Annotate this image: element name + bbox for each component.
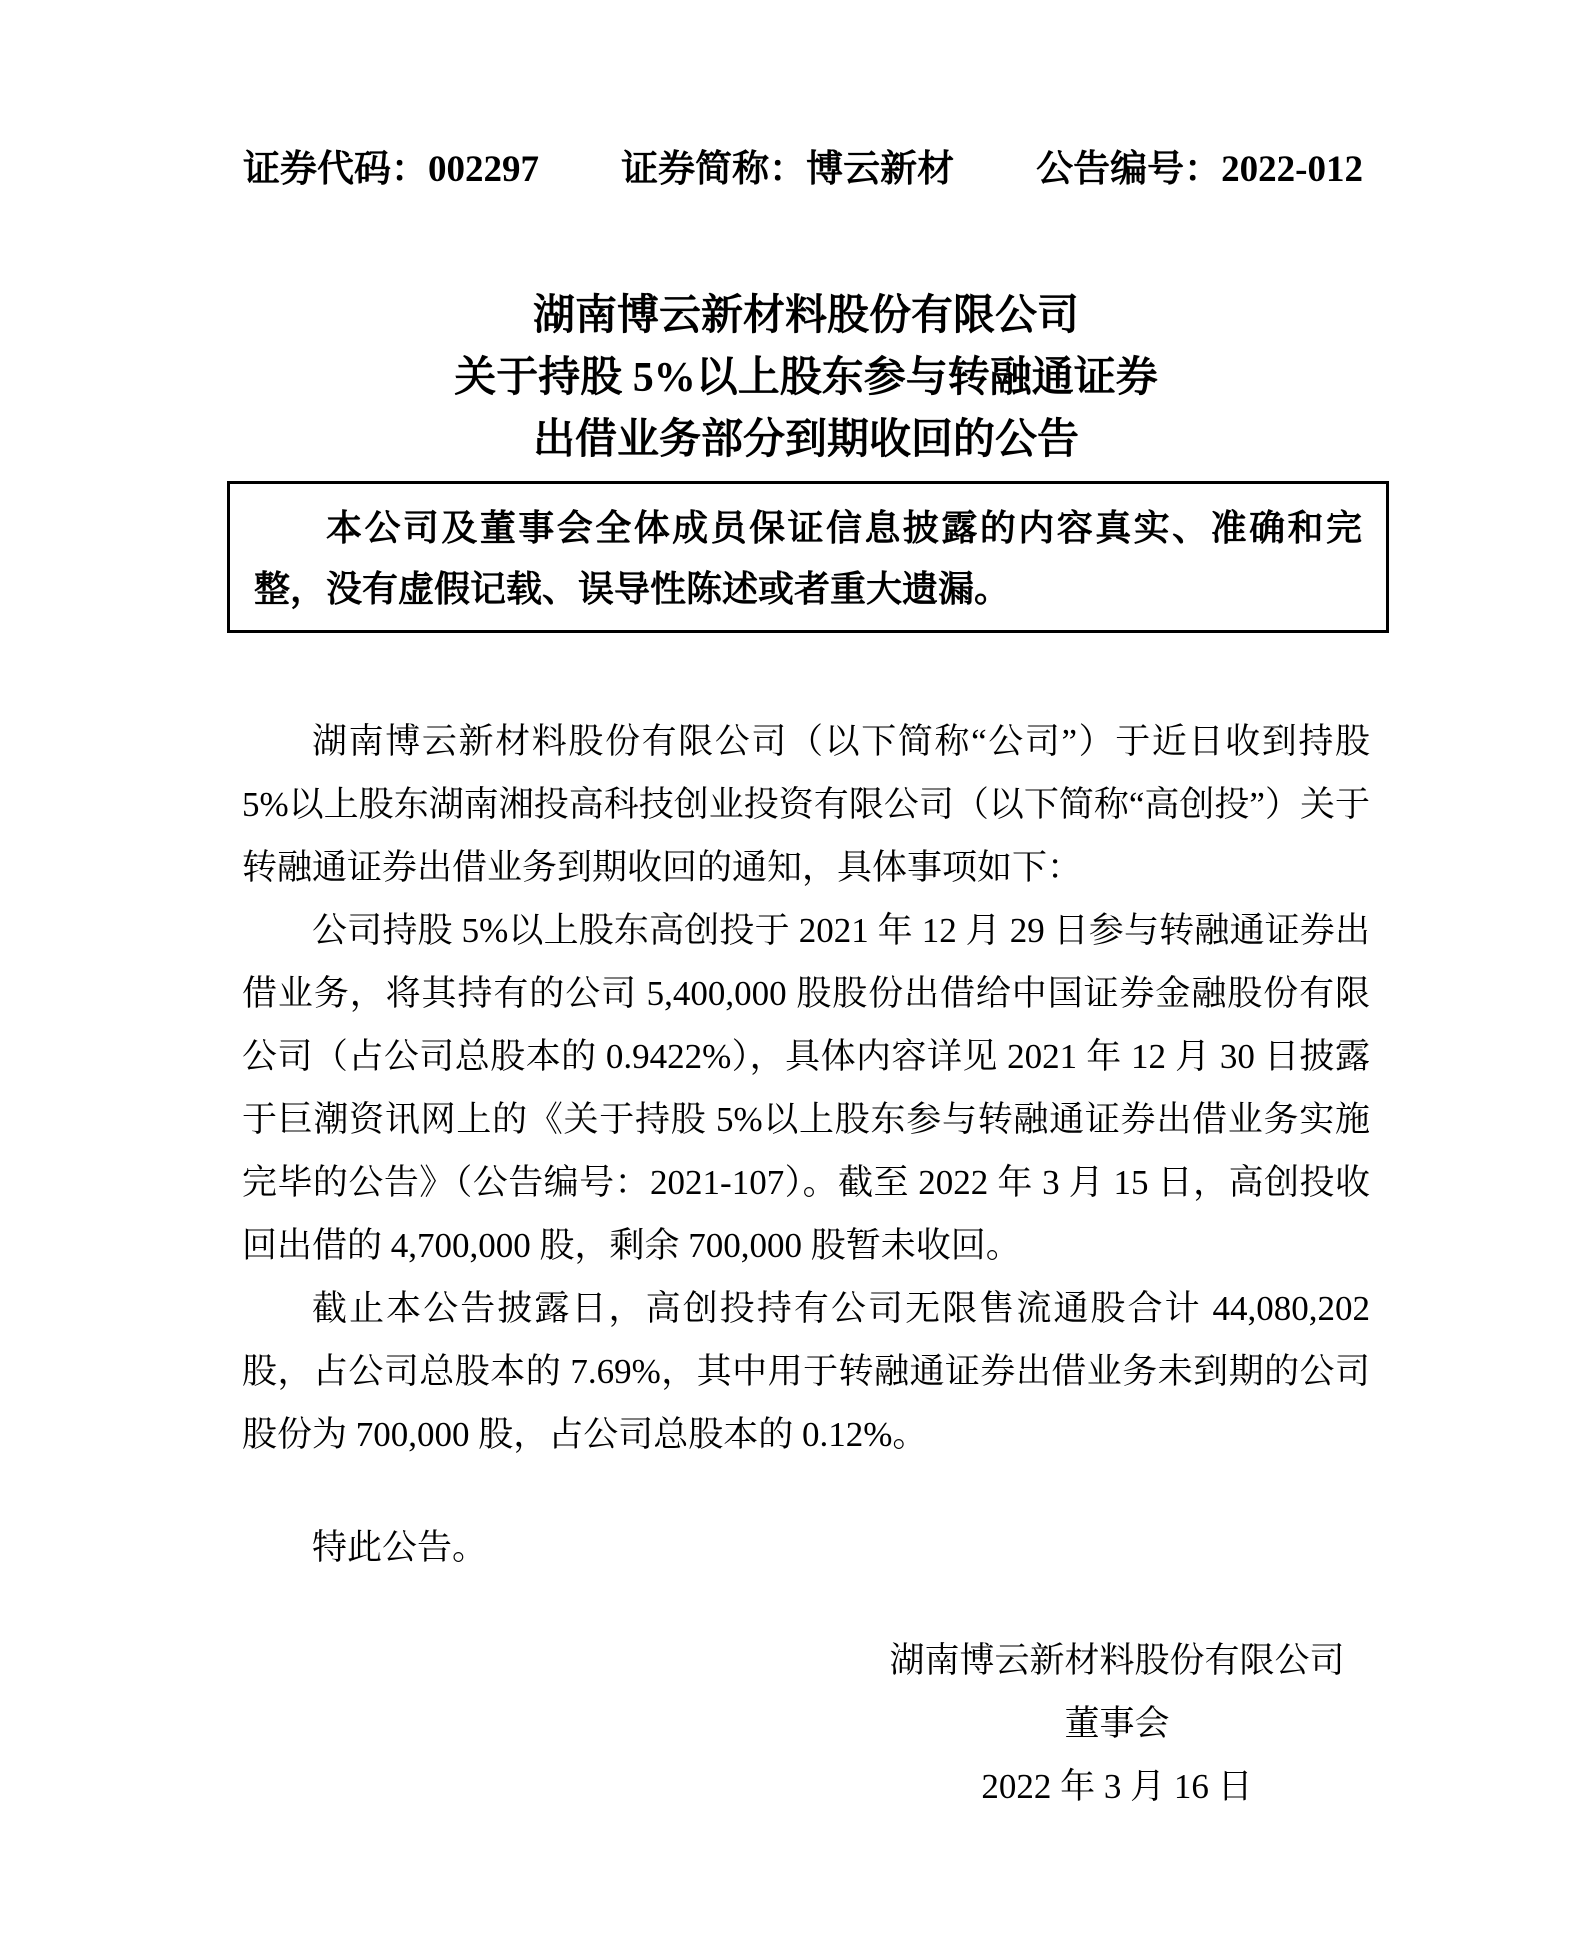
document-header: [243, 148, 1363, 192]
document-body: [242, 710, 1370, 1579]
stock-short-name: 证券简称：博云新材: [621, 149, 955, 190]
title-line-3: 出借业务部分到期收回的公告: [532, 417, 1079, 463]
title-line-2: 关于持股 5%以上股东参与转融通证券: [454, 355, 1158, 401]
body-paragraph-3: 截止本公告披露日，高创投持有公司无限售流通股合计 44,080,202 股，占公司总股本的 7.69%，其中用于转融通证券出借业务未到期的公司股份为 700,000 股，占公司总股本的 0.12%。: [242, 1289, 1370, 1454]
closing-statement: 特此公告。: [312, 1528, 488, 1567]
signature-date: 2022 年 3 月 16 日: [981, 1767, 1253, 1806]
announcement-number: 公告编号：2022-012: [1036, 149, 1363, 190]
signature-block: [882, 1629, 1352, 1818]
signature-signer: 董事会: [1064, 1704, 1170, 1743]
disclaimer-box: [227, 481, 1389, 633]
signature-company: 湖南博云新材料股份有限公司: [889, 1641, 1345, 1680]
title-line-1: 湖南博云新材料股份有限公司: [532, 293, 1079, 339]
body-paragraph-2: 公司持股 5%以上股东高创投于 2021 年 12 月 29 日参与转融通证券出借业务，将其持有的公司 5,400,000 股股份出借给中国证券金融股份有限公司（占公司总股本的 0.9422%），具体内容详见 2021 年 12 月 30 日披露于巨潮资讯网上的《关于持股 5%以上股东参与转融通证券出借业务实施完毕的公告》（公告编号：2021-107）。截至 2022 年 3 月 15 日，高创投收回出借的 4,700,000 股，剩余 700,000 股暂未收回。: [242, 911, 1370, 1265]
stock-code: 证券代码：002297: [243, 149, 539, 190]
document-title: [242, 285, 1370, 471]
body-paragraph-1: 湖南博云新材料股份有限公司（以下简称“公司”）于近日收到持股 5%以上股东湖南湘投高科技创业投资有限公司（以下简称“高创投”）关于转融通证券出借业务到期收回的通知，具体事项如下：: [242, 722, 1370, 887]
disclaimer-text: 本公司及董事会全体成员保证信息披露的内容真实、准确和完整，没有虚假记载、误导性陈述或者重大遗漏。: [254, 508, 1362, 609]
